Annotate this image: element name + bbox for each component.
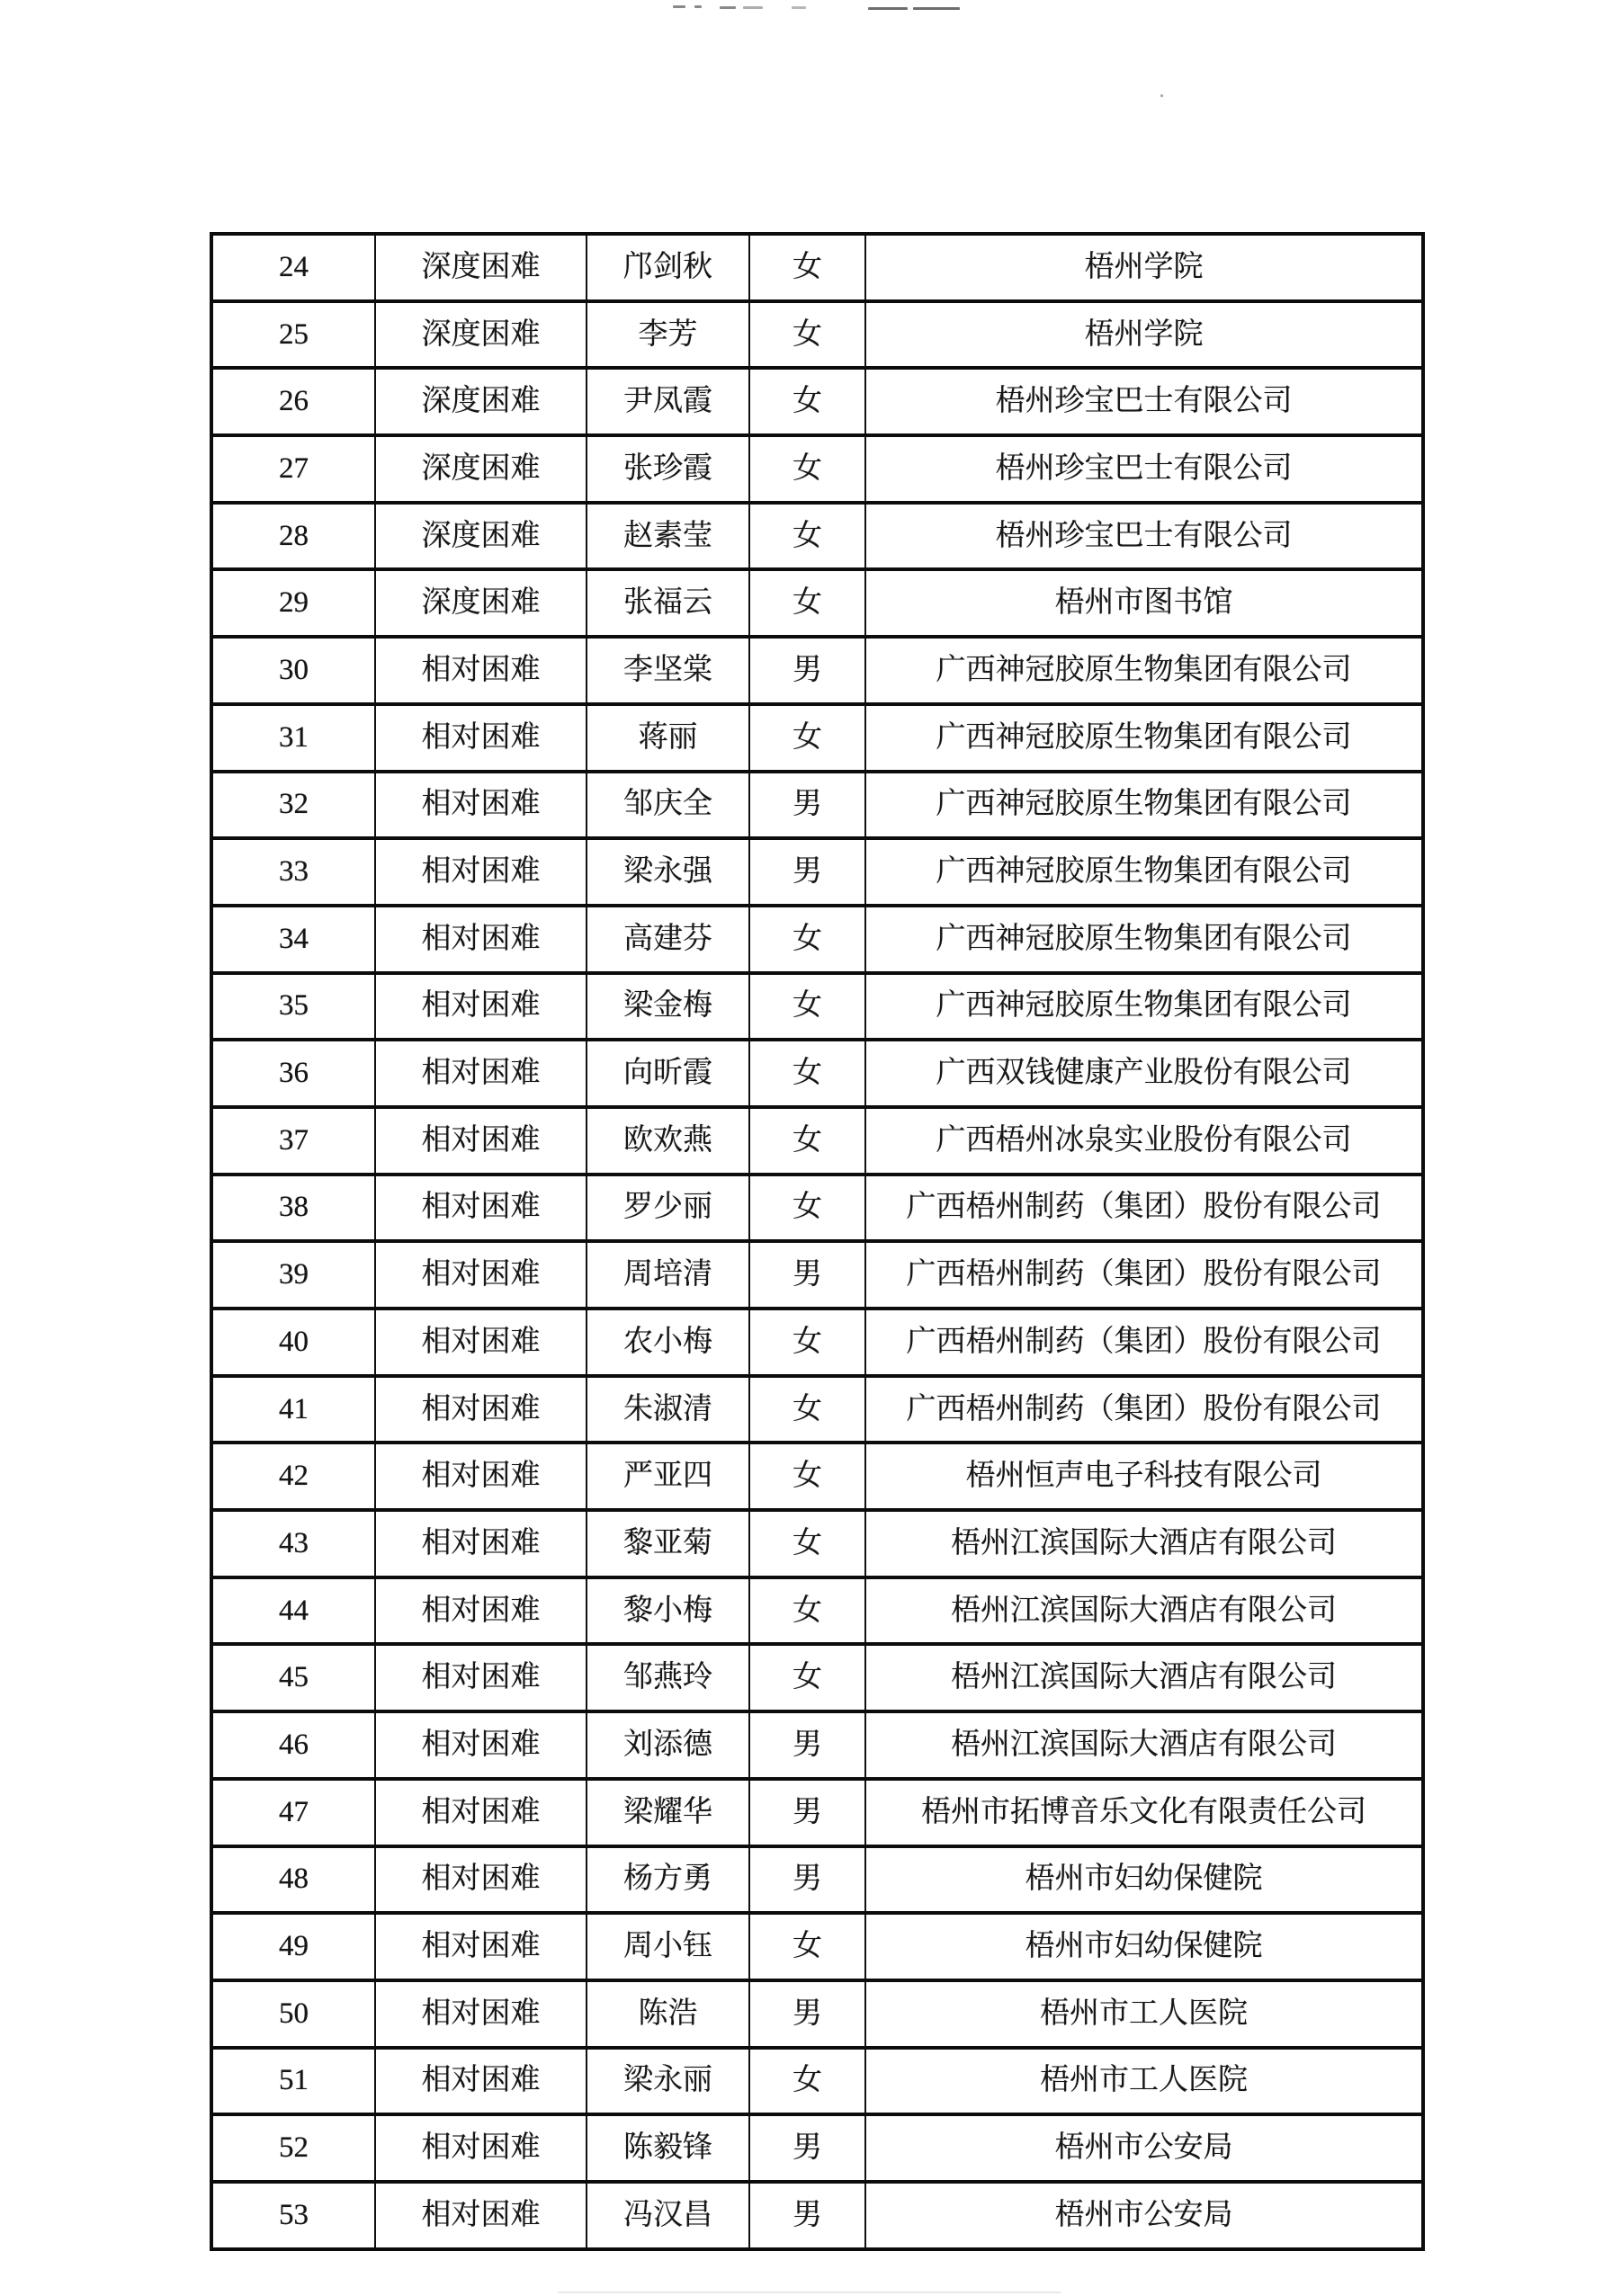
name-cell: 欧欢燕: [587, 1107, 749, 1175]
serial-cell: 40: [211, 1309, 375, 1376]
serial-cell: 41: [211, 1376, 375, 1443]
table-row: [211, 637, 1423, 704]
gender-cell: 女: [749, 368, 865, 435]
serial-cell: 46: [211, 1711, 375, 1779]
category-cell: 相对困难: [375, 2048, 587, 2115]
company-cell: 梧州江滨国际大酒店有限公司: [865, 1711, 1423, 1779]
table-row: [211, 435, 1423, 503]
gender-cell: 女: [749, 503, 865, 570]
name-cell: 周培清: [587, 1241, 749, 1309]
serial-cell: 32: [211, 772, 375, 839]
scan-artifact: [868, 7, 908, 10]
gender-cell: 女: [749, 569, 865, 637]
serial-cell: 26: [211, 368, 375, 435]
company-cell: 广西梧州制药（集团）股份有限公司: [865, 1241, 1423, 1309]
table-row: [211, 2114, 1423, 2182]
company-cell: 广西梧州制药（集团）股份有限公司: [865, 1376, 1423, 1443]
gender-cell: 女: [749, 1107, 865, 1175]
category-cell: 相对困难: [375, 1980, 587, 2048]
table-row: [211, 2182, 1423, 2249]
table-body: [211, 234, 1423, 2249]
category-cell: 相对困难: [375, 2182, 587, 2249]
table-row: [211, 1711, 1423, 1779]
serial-cell: 52: [211, 2114, 375, 2182]
table-row: [211, 1846, 1423, 1914]
table-row: [211, 1107, 1423, 1175]
gender-cell: 男: [749, 1241, 865, 1309]
name-cell: 罗少丽: [587, 1175, 749, 1242]
name-cell: 李坚棠: [587, 637, 749, 704]
gender-cell: 男: [749, 2114, 865, 2182]
table-row: [211, 1577, 1423, 1645]
company-cell: 梧州市图书馆: [865, 569, 1423, 637]
gender-cell: 女: [749, 1309, 865, 1376]
gender-cell: 女: [749, 1443, 865, 1510]
gender-cell: 女: [749, 234, 865, 301]
company-cell: 梧州学院: [865, 234, 1423, 301]
name-cell: 朱淑清: [587, 1376, 749, 1443]
category-cell: 深度困难: [375, 503, 587, 570]
table-row: [211, 1644, 1423, 1711]
serial-cell: 38: [211, 1175, 375, 1242]
company-cell: 梧州学院: [865, 301, 1423, 369]
name-cell: 陈浩: [587, 1980, 749, 2048]
scan-artifact: [673, 5, 685, 8]
category-cell: 相对困难: [375, 1040, 587, 1107]
gender-cell: 女: [749, 2048, 865, 2115]
category-cell: 深度困难: [375, 435, 587, 503]
name-cell: 邝剑秋: [587, 234, 749, 301]
name-cell: 陈毅锋: [587, 2114, 749, 2182]
company-cell: 梧州市工人医院: [865, 1980, 1423, 2048]
name-cell: 杨方勇: [587, 1846, 749, 1914]
gender-cell: 女: [749, 1913, 865, 1980]
scan-artifact: [743, 6, 763, 9]
category-cell: 相对困难: [375, 1711, 587, 1779]
company-cell: 广西神冠胶原生物集团有限公司: [865, 704, 1423, 772]
company-cell: 梧州江滨国际大酒店有限公司: [865, 1510, 1423, 1577]
name-cell: 黎亚菊: [587, 1510, 749, 1577]
table-row: [211, 1175, 1423, 1242]
table-row: [211, 772, 1423, 839]
name-cell: 赵素莹: [587, 503, 749, 570]
table-row: [211, 1913, 1423, 1980]
company-cell: 广西神冠胶原生物集团有限公司: [865, 973, 1423, 1041]
serial-cell: 29: [211, 569, 375, 637]
category-cell: 相对困难: [375, 704, 587, 772]
serial-cell: 44: [211, 1577, 375, 1645]
company-cell: 广西神冠胶原生物集团有限公司: [865, 772, 1423, 839]
serial-cell: 27: [211, 435, 375, 503]
scan-artifact: [720, 6, 736, 9]
gender-cell: 女: [749, 435, 865, 503]
table-row: [211, 838, 1423, 906]
category-cell: 相对困难: [375, 1913, 587, 1980]
category-cell: 相对困难: [375, 637, 587, 704]
company-cell: 梧州市妇幼保健院: [865, 1846, 1423, 1914]
name-cell: 梁永丽: [587, 2048, 749, 2115]
category-cell: 深度困难: [375, 569, 587, 637]
name-cell: 李芳: [587, 301, 749, 369]
name-cell: 冯汉昌: [587, 2182, 749, 2249]
company-cell: 广西双钱健康产业股份有限公司: [865, 1040, 1423, 1107]
gender-cell: 男: [749, 1980, 865, 2048]
name-cell: 严亚四: [587, 1443, 749, 1510]
category-cell: 相对困难: [375, 838, 587, 906]
gender-cell: 女: [749, 1175, 865, 1242]
gender-cell: 女: [749, 1577, 865, 1645]
gender-cell: 男: [749, 1779, 865, 1846]
category-cell: 深度困难: [375, 301, 587, 369]
table-row: [211, 1241, 1423, 1309]
name-cell: 周小钰: [587, 1913, 749, 1980]
name-cell: 张福云: [587, 569, 749, 637]
company-cell: 梧州江滨国际大酒店有限公司: [865, 1644, 1423, 1711]
scan-artifact: [558, 2292, 1061, 2293]
gender-cell: 女: [749, 1644, 865, 1711]
category-cell: 深度困难: [375, 234, 587, 301]
name-cell: 张珍霞: [587, 435, 749, 503]
scan-artifact: [913, 7, 960, 10]
name-cell: 邹燕玲: [587, 1644, 749, 1711]
scan-artifact: [792, 6, 806, 9]
gender-cell: 男: [749, 1711, 865, 1779]
serial-cell: 36: [211, 1040, 375, 1107]
serial-cell: 30: [211, 637, 375, 704]
table-row: [211, 1309, 1423, 1376]
category-cell: 相对困难: [375, 1241, 587, 1309]
table-row: [211, 368, 1423, 435]
name-cell: 黎小梅: [587, 1577, 749, 1645]
serial-cell: 50: [211, 1980, 375, 2048]
company-cell: 梧州恒声电子科技有限公司: [865, 1443, 1423, 1510]
serial-cell: 49: [211, 1913, 375, 1980]
table-row: [211, 1779, 1423, 1846]
category-cell: 相对困难: [375, 1644, 587, 1711]
table-row: [211, 1040, 1423, 1107]
company-cell: 梧州江滨国际大酒店有限公司: [865, 1577, 1423, 1645]
serial-cell: 31: [211, 704, 375, 772]
company-cell: 广西梧州制药（集团）股份有限公司: [865, 1175, 1423, 1242]
serial-cell: 34: [211, 906, 375, 973]
gender-cell: 男: [749, 838, 865, 906]
table-row: [211, 906, 1423, 973]
serial-cell: 35: [211, 973, 375, 1041]
gender-cell: 男: [749, 1846, 865, 1914]
company-cell: 梧州珍宝巴士有限公司: [865, 435, 1423, 503]
category-cell: 相对困难: [375, 1577, 587, 1645]
serial-cell: 28: [211, 503, 375, 570]
gender-cell: 女: [749, 906, 865, 973]
table-row: [211, 704, 1423, 772]
serial-cell: 48: [211, 1846, 375, 1914]
serial-cell: 37: [211, 1107, 375, 1175]
serial-cell: 47: [211, 1779, 375, 1846]
name-cell: 邹庆全: [587, 772, 749, 839]
company-cell: 梧州市拓博音乐文化有限责任公司: [865, 1779, 1423, 1846]
table-row: [211, 569, 1423, 637]
table-row: [211, 234, 1423, 301]
company-cell: 梧州市工人医院: [865, 2048, 1423, 2115]
category-cell: 相对困难: [375, 1846, 587, 1914]
gender-cell: 女: [749, 1040, 865, 1107]
company-cell: 梧州珍宝巴士有限公司: [865, 503, 1423, 570]
category-cell: 相对困难: [375, 1376, 587, 1443]
name-cell: 农小梅: [587, 1309, 749, 1376]
table-row: [211, 301, 1423, 369]
company-cell: 广西梧州制药（集团）股份有限公司: [865, 1309, 1423, 1376]
company-cell: 广西神冠胶原生物集团有限公司: [865, 838, 1423, 906]
name-cell: 尹凤霞: [587, 368, 749, 435]
name-cell: 蒋丽: [587, 704, 749, 772]
category-cell: 相对困难: [375, 906, 587, 973]
table-row: [211, 2048, 1423, 2115]
company-cell: 梧州市公安局: [865, 2114, 1423, 2182]
category-cell: 相对困难: [375, 2114, 587, 2182]
category-cell: 相对困难: [375, 1175, 587, 1242]
gender-cell: 男: [749, 772, 865, 839]
gender-cell: 女: [749, 704, 865, 772]
gender-cell: 女: [749, 973, 865, 1041]
name-cell: 梁耀华: [587, 1779, 749, 1846]
category-cell: 相对困难: [375, 1309, 587, 1376]
serial-cell: 24: [211, 234, 375, 301]
category-cell: 相对困难: [375, 1107, 587, 1175]
table-row: [211, 973, 1423, 1041]
name-cell: 梁金梅: [587, 973, 749, 1041]
scan-artifact: [1160, 94, 1163, 97]
serial-cell: 43: [211, 1510, 375, 1577]
gender-cell: 男: [749, 2182, 865, 2249]
name-cell: 梁永强: [587, 838, 749, 906]
company-cell: 梧州珍宝巴士有限公司: [865, 368, 1423, 435]
serial-cell: 33: [211, 838, 375, 906]
name-cell: 高建芬: [587, 906, 749, 973]
name-cell: 刘添德: [587, 1711, 749, 1779]
category-cell: 相对困难: [375, 772, 587, 839]
table-row: [211, 503, 1423, 570]
assistance-roster-table: [210, 232, 1425, 2251]
scan-artifact: [694, 5, 702, 8]
gender-cell: 男: [749, 637, 865, 704]
company-cell: 广西神冠胶原生物集团有限公司: [865, 906, 1423, 973]
category-cell: 相对困难: [375, 1443, 587, 1510]
serial-cell: 25: [211, 301, 375, 369]
company-cell: 梧州市公安局: [865, 2182, 1423, 2249]
table-row: [211, 1443, 1423, 1510]
category-cell: 深度困难: [375, 368, 587, 435]
serial-cell: 42: [211, 1443, 375, 1510]
serial-cell: 51: [211, 2048, 375, 2115]
table-row: [211, 1980, 1423, 2048]
category-cell: 相对困难: [375, 973, 587, 1041]
company-cell: 广西神冠胶原生物集团有限公司: [865, 637, 1423, 704]
company-cell: 梧州市妇幼保健院: [865, 1913, 1423, 1980]
category-cell: 相对困难: [375, 1779, 587, 1846]
company-cell: 广西梧州冰泉实业股份有限公司: [865, 1107, 1423, 1175]
serial-cell: 45: [211, 1644, 375, 1711]
category-cell: 相对困难: [375, 1510, 587, 1577]
gender-cell: 女: [749, 1376, 865, 1443]
serial-cell: 39: [211, 1241, 375, 1309]
table-row: [211, 1376, 1423, 1443]
name-cell: 向昕霞: [587, 1040, 749, 1107]
gender-cell: 女: [749, 1510, 865, 1577]
table-row: [211, 1510, 1423, 1577]
gender-cell: 女: [749, 301, 865, 369]
serial-cell: 53: [211, 2182, 375, 2249]
